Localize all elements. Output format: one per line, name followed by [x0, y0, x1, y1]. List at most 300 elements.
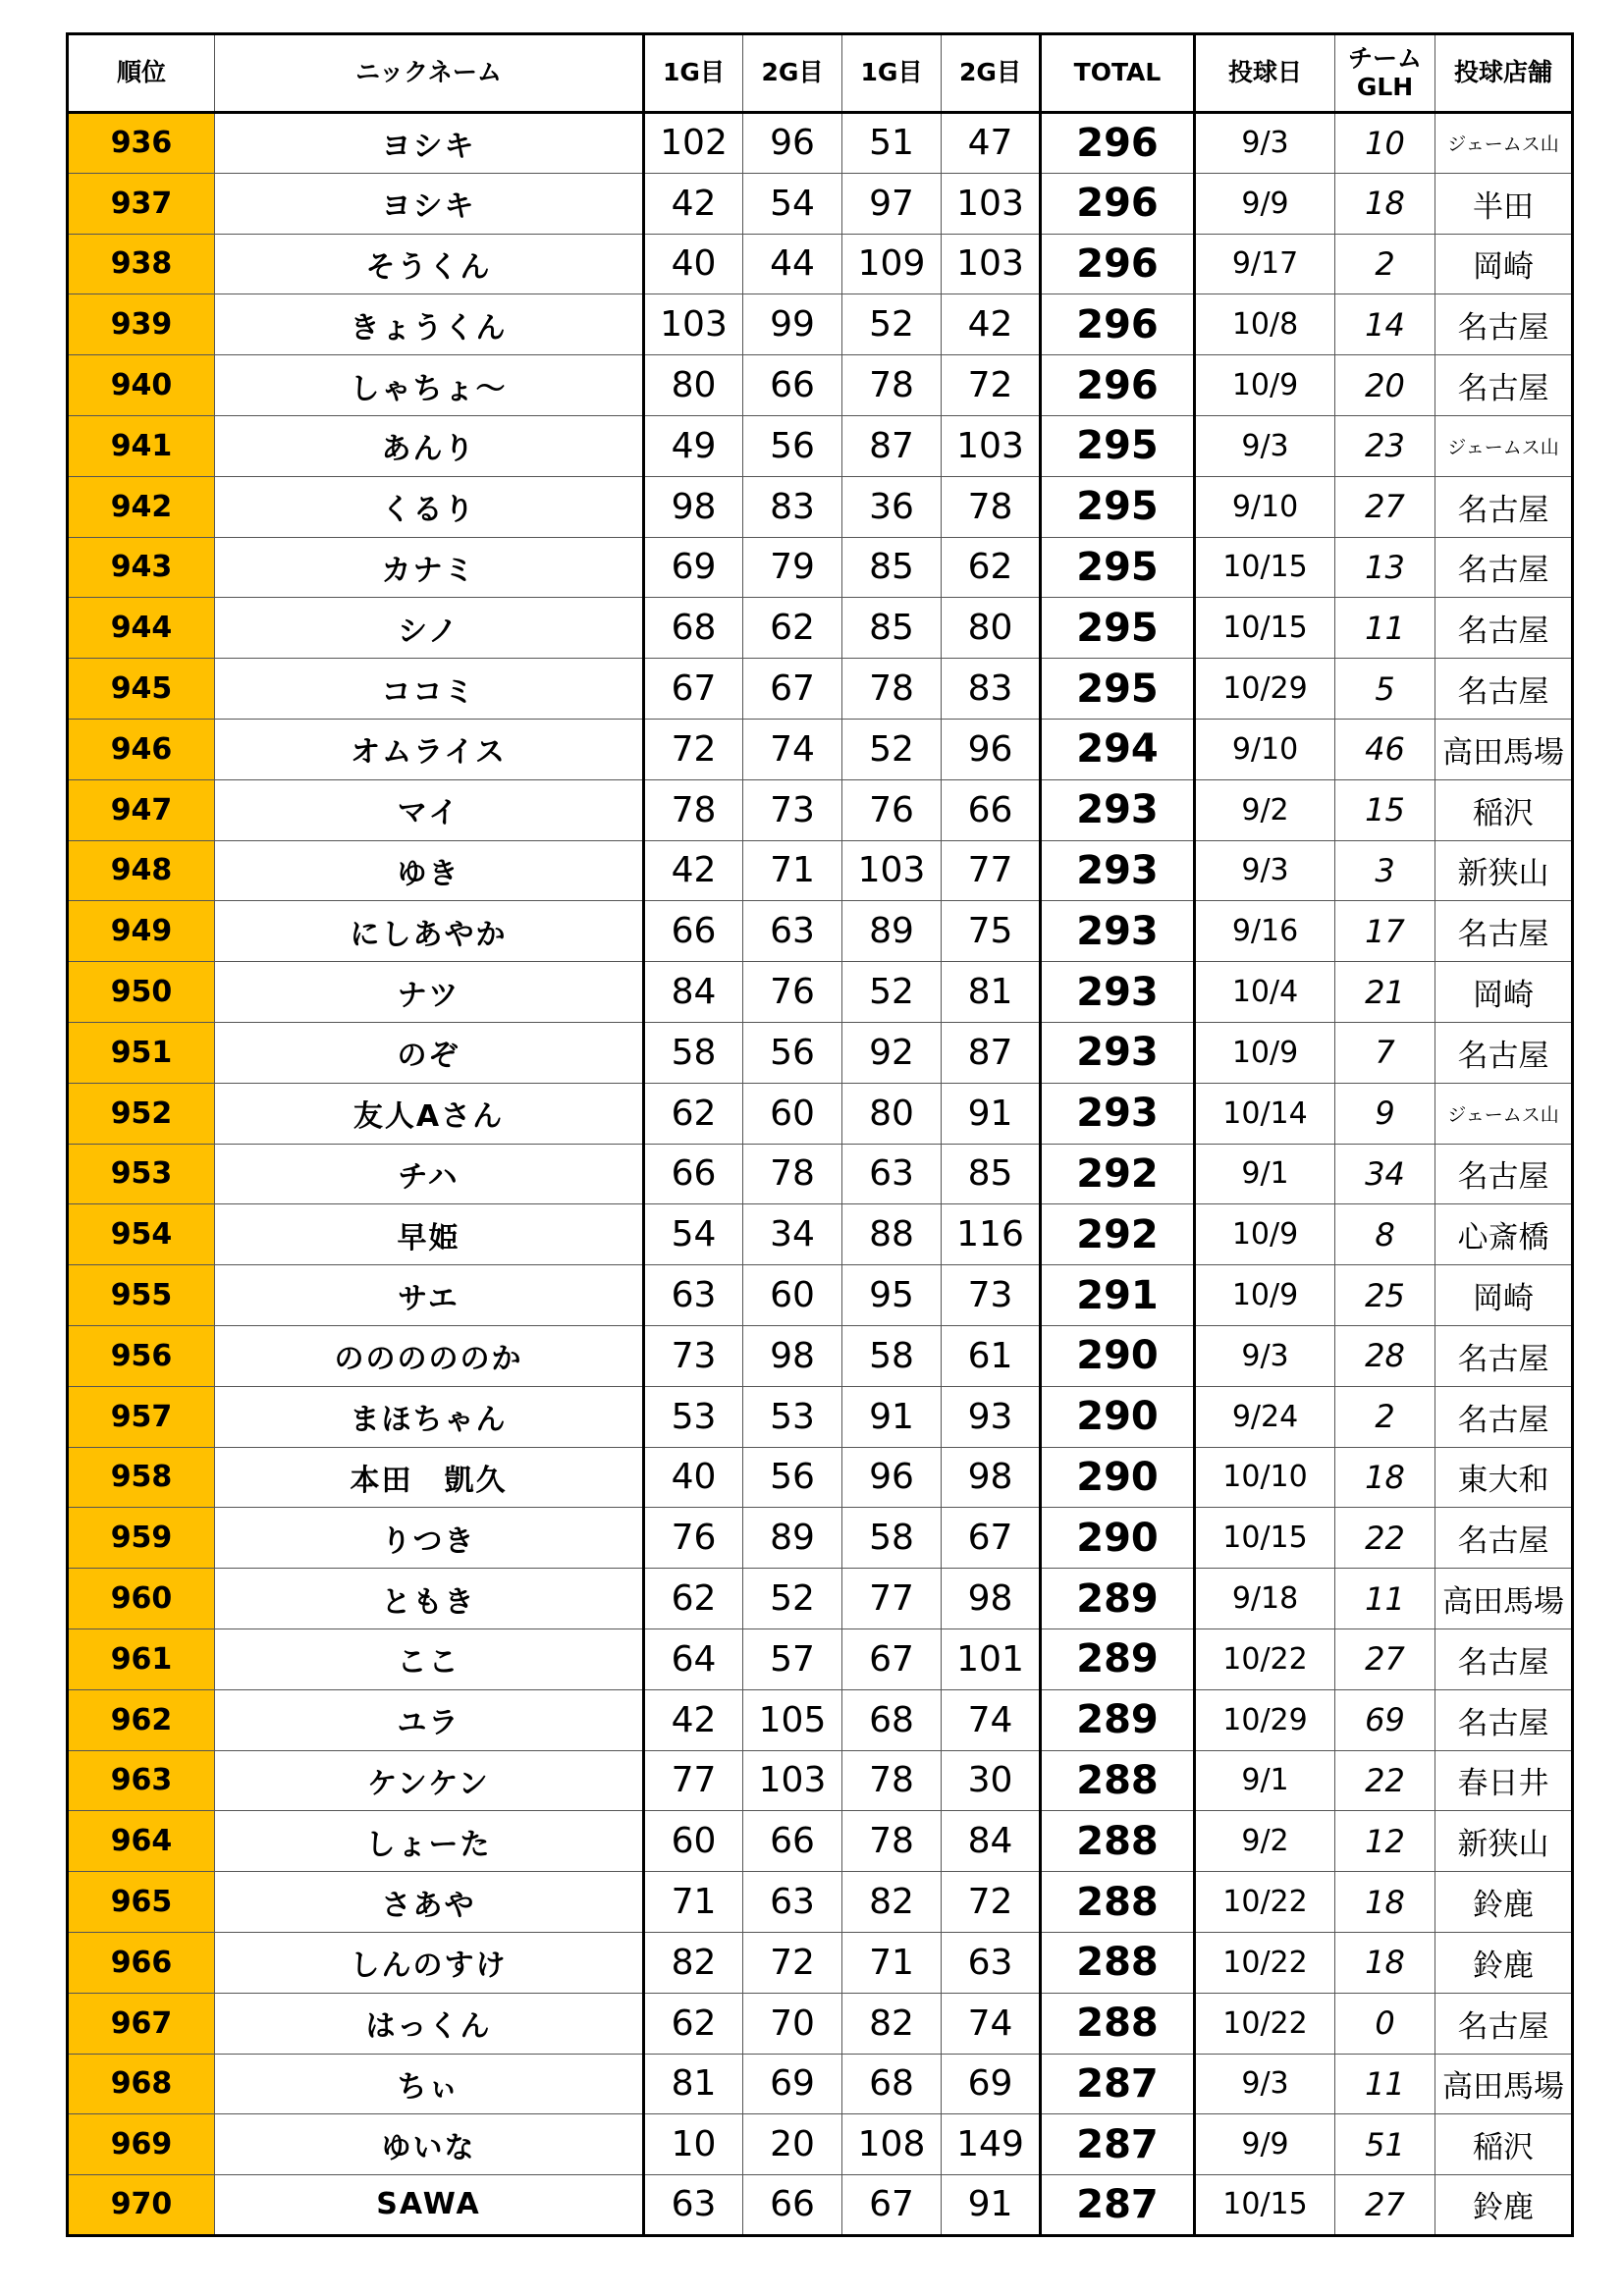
team-glh: 25	[1335, 1265, 1435, 1326]
game1-score-a: 102	[644, 113, 743, 174]
game2-score-b: 63	[942, 1932, 1041, 1993]
rank-cell: 944	[68, 598, 215, 659]
nickname-cell: マイ	[215, 779, 644, 840]
rank-cell: 942	[68, 476, 215, 537]
team-glh: 0	[1335, 1993, 1435, 2054]
store-name: ジェームス山	[1435, 1083, 1573, 1144]
play-date: 10/14	[1195, 1083, 1335, 1144]
game1-score-b: 88	[842, 1204, 942, 1265]
table-row	[68, 1022, 1573, 1083]
play-date: 9/3	[1195, 2054, 1335, 2114]
game2-score-b: 103	[942, 415, 1041, 476]
rank-cell: 939	[68, 294, 215, 355]
game2-score-a: 56	[743, 415, 842, 476]
store-name: 心斎橋	[1435, 1204, 1573, 1265]
total-score: 296	[1041, 355, 1195, 416]
table-row	[68, 1993, 1573, 2054]
game1-score-a: 42	[644, 840, 743, 901]
play-date: 10/4	[1195, 962, 1335, 1023]
table-row	[68, 901, 1573, 962]
table-row	[68, 962, 1573, 1023]
store-name: 名古屋	[1435, 1325, 1573, 1386]
game2-score-a: 103	[743, 1750, 842, 1811]
store-name: 名古屋	[1435, 476, 1573, 537]
table-row	[68, 598, 1573, 659]
play-date: 10/22	[1195, 1932, 1335, 1993]
rank-cell: 962	[68, 1689, 215, 1750]
store-name: 名古屋	[1435, 1993, 1573, 2054]
game2-score-b: 149	[942, 2114, 1041, 2175]
table-row	[68, 1144, 1573, 1204]
store-name: 半田	[1435, 173, 1573, 234]
play-date: 10/15	[1195, 537, 1335, 598]
game1-score-a: 40	[644, 234, 743, 294]
game2-score-b: 42	[942, 294, 1041, 355]
team-glh: 28	[1335, 1325, 1435, 1386]
store-name: 名古屋	[1435, 537, 1573, 598]
play-date: 10/22	[1195, 1993, 1335, 2054]
game2-score-b: 78	[942, 476, 1041, 537]
game2-score-b: 98	[942, 1447, 1041, 1508]
game1-score-a: 62	[644, 1993, 743, 2054]
team-glh: 69	[1335, 1689, 1435, 1750]
nickname-cell: そうくん	[215, 234, 644, 294]
play-date: 10/22	[1195, 1872, 1335, 1933]
game2-score-a: 71	[743, 840, 842, 901]
rank-cell: 961	[68, 1629, 215, 1689]
game2-score-b: 84	[942, 1811, 1041, 1872]
game2-score-a: 74	[743, 719, 842, 779]
team-glh: 2	[1335, 234, 1435, 294]
store-name: 鈴鹿	[1435, 1932, 1573, 1993]
rank-cell: 936	[68, 113, 215, 174]
game1-score-b: 89	[842, 901, 942, 962]
team-glh: 15	[1335, 779, 1435, 840]
game2-score-b: 103	[942, 173, 1041, 234]
play-date: 9/2	[1195, 1811, 1335, 1872]
game1-header-b: 1G目	[842, 34, 942, 113]
table-row	[68, 1932, 1573, 1993]
team-glh-header	[1335, 34, 1435, 113]
game1-score-b: 78	[842, 1811, 942, 1872]
play-date: 10/29	[1195, 659, 1335, 720]
play-date: 10/9	[1195, 1204, 1335, 1265]
team-glh: 5	[1335, 659, 1435, 720]
game2-score-a: 98	[743, 1325, 842, 1386]
store-name: 名古屋	[1435, 1689, 1573, 1750]
total-score: 292	[1041, 1144, 1195, 1204]
total-score: 295	[1041, 659, 1195, 720]
rank-cell: 940	[68, 355, 215, 416]
total-score: 288	[1041, 1993, 1195, 2054]
store-name: 名古屋	[1435, 294, 1573, 355]
play-date: 9/3	[1195, 113, 1335, 174]
table-row	[68, 1447, 1573, 1508]
total-score: 290	[1041, 1508, 1195, 1569]
rank-cell: 943	[68, 537, 215, 598]
game1-score-b: 97	[842, 173, 942, 234]
team-glh: 21	[1335, 962, 1435, 1023]
nickname-cell: くるり	[215, 476, 644, 537]
game2-score-a: 78	[743, 1144, 842, 1204]
store-name: 稲沢	[1435, 779, 1573, 840]
game2-score-b: 73	[942, 1265, 1041, 1326]
game1-score-a: 78	[644, 779, 743, 840]
rank-cell: 964	[68, 1811, 215, 1872]
rank-cell: 963	[68, 1750, 215, 1811]
table-row	[68, 537, 1573, 598]
game2-score-b: 66	[942, 779, 1041, 840]
nickname-cell: チハ	[215, 1144, 644, 1204]
game2-score-a: 57	[743, 1629, 842, 1689]
game2-score-b: 80	[942, 598, 1041, 659]
game1-score-a: 42	[644, 173, 743, 234]
game2-score-a: 44	[743, 234, 842, 294]
table-row	[68, 1750, 1573, 1811]
store-name: ジェームス山	[1435, 113, 1573, 174]
team-glh: 7	[1335, 1022, 1435, 1083]
game2-score-b: 30	[942, 1750, 1041, 1811]
team-glh: 20	[1335, 355, 1435, 416]
game1-score-b: 85	[842, 598, 942, 659]
table-row	[68, 1083, 1573, 1144]
store-name: 名古屋	[1435, 355, 1573, 416]
nickname-cell: きょうくん	[215, 294, 644, 355]
team-glh: 27	[1335, 2175, 1435, 2236]
play-date: 10/29	[1195, 1689, 1335, 1750]
game1-score-b: 58	[842, 1508, 942, 1569]
total-score: 287	[1041, 2114, 1195, 2175]
store-name: 新狭山	[1435, 1811, 1573, 1872]
game1-score-b: 80	[842, 1083, 942, 1144]
rank-cell: 951	[68, 1022, 215, 1083]
game1-score-b: 36	[842, 476, 942, 537]
game1-score-b: 58	[842, 1325, 942, 1386]
table-row	[68, 1386, 1573, 1447]
store-name: 新狭山	[1435, 840, 1573, 901]
nickname-cell: ヨシキ	[215, 173, 644, 234]
game1-score-a: 40	[644, 1447, 743, 1508]
table-row	[68, 415, 1573, 476]
store-name: 鈴鹿	[1435, 1872, 1573, 1933]
total-score: 295	[1041, 598, 1195, 659]
game2-score-b: 85	[942, 1144, 1041, 1204]
game1-score-a: 68	[644, 598, 743, 659]
game2-score-a: 66	[743, 355, 842, 416]
team-glh: 22	[1335, 1750, 1435, 1811]
play-date: 10/9	[1195, 1265, 1335, 1326]
game1-score-a: 58	[644, 1022, 743, 1083]
game1-score-a: 62	[644, 1569, 743, 1629]
play-date: 9/3	[1195, 840, 1335, 901]
store-name: 名古屋	[1435, 598, 1573, 659]
game2-score-a: 96	[743, 113, 842, 174]
game1-score-b: 63	[842, 1144, 942, 1204]
team-glh: 46	[1335, 719, 1435, 779]
team-glh-header-top: チーム	[1347, 43, 1422, 73]
game2-score-b: 72	[942, 1872, 1041, 1933]
game1-header-a: 1G目	[644, 34, 743, 113]
total-score: 288	[1041, 1872, 1195, 1933]
total-score: 293	[1041, 962, 1195, 1023]
game2-score-a: 20	[743, 2114, 842, 2175]
table-row	[68, 1872, 1573, 1933]
play-date: 9/10	[1195, 476, 1335, 537]
game2-score-b: 116	[942, 1204, 1041, 1265]
table-row	[68, 2054, 1573, 2114]
game2-score-b: 87	[942, 1022, 1041, 1083]
nickname-cell: しんのすけ	[215, 1932, 644, 1993]
team-glh: 3	[1335, 840, 1435, 901]
store-name: 高田馬場	[1435, 2054, 1573, 2114]
table-row	[68, 294, 1573, 355]
table-row	[68, 840, 1573, 901]
game2-score-a: 76	[743, 962, 842, 1023]
game2-score-b: 47	[942, 113, 1041, 174]
game1-score-a: 42	[644, 1689, 743, 1750]
nickname-cell: ここ	[215, 1629, 644, 1689]
game1-score-b: 68	[842, 1689, 942, 1750]
total-score: 290	[1041, 1325, 1195, 1386]
store-name: 春日井	[1435, 1750, 1573, 1811]
table-row	[68, 779, 1573, 840]
team-glh: 11	[1335, 1569, 1435, 1629]
game1-score-b: 78	[842, 355, 942, 416]
game1-score-a: 103	[644, 294, 743, 355]
game2-score-a: 63	[743, 1872, 842, 1933]
store-name: 名古屋	[1435, 1144, 1573, 1204]
game1-score-a: 64	[644, 1629, 743, 1689]
team-glh: 23	[1335, 415, 1435, 476]
store-name: 岡崎	[1435, 1265, 1573, 1326]
game1-score-a: 62	[644, 1083, 743, 1144]
total-score: 293	[1041, 1083, 1195, 1144]
team-glh: 22	[1335, 1508, 1435, 1569]
rank-cell: 966	[68, 1932, 215, 1993]
play-date: 9/1	[1195, 1750, 1335, 1811]
game2-score-b: 96	[942, 719, 1041, 779]
store-name: 稲沢	[1435, 2114, 1573, 2175]
table-row	[68, 2114, 1573, 2175]
nickname-cell: ヨシキ	[215, 113, 644, 174]
game2-score-a: 89	[743, 1508, 842, 1569]
game2-score-a: 79	[743, 537, 842, 598]
team-glh: 18	[1335, 173, 1435, 234]
rank-cell: 954	[68, 1204, 215, 1265]
game2-header-b: 2G目	[942, 34, 1041, 113]
nickname-cell: オムライス	[215, 719, 644, 779]
rank-cell: 948	[68, 840, 215, 901]
store-name: 名古屋	[1435, 1386, 1573, 1447]
game1-score-a: 80	[644, 355, 743, 416]
nickname-cell: はっくん	[215, 1993, 644, 2054]
table-row	[68, 173, 1573, 234]
nickname-cell: ゆいな	[215, 2114, 644, 2175]
nickname-cell: シノ	[215, 598, 644, 659]
rank-cell: 949	[68, 901, 215, 962]
table-row	[68, 1204, 1573, 1265]
team-glh: 14	[1335, 294, 1435, 355]
table-row	[68, 113, 1573, 174]
nickname-cell: ナツ	[215, 962, 644, 1023]
game1-score-b: 78	[842, 1750, 942, 1811]
store-name: 名古屋	[1435, 1022, 1573, 1083]
rank-cell: 967	[68, 1993, 215, 2054]
total-score: 288	[1041, 1811, 1195, 1872]
table-row	[68, 1265, 1573, 1326]
game1-score-b: 78	[842, 659, 942, 720]
nickname-cell: しょーた	[215, 1811, 644, 1872]
game2-score-a: 66	[743, 1811, 842, 1872]
team-glh: 13	[1335, 537, 1435, 598]
game2-score-a: 34	[743, 1204, 842, 1265]
team-glh: 2	[1335, 1386, 1435, 1447]
total-header: TOTAL	[1041, 34, 1195, 113]
game1-score-b: 85	[842, 537, 942, 598]
play-date: 9/3	[1195, 1325, 1335, 1386]
team-glh: 17	[1335, 901, 1435, 962]
rank-header: 順位	[68, 34, 215, 113]
store-name: ジェームス山	[1435, 415, 1573, 476]
play-date: 9/3	[1195, 415, 1335, 476]
game2-score-b: 72	[942, 355, 1041, 416]
play-date: 9/17	[1195, 234, 1335, 294]
table-row	[68, 719, 1573, 779]
rank-cell: 968	[68, 2054, 215, 2114]
total-score: 287	[1041, 2175, 1195, 2236]
game1-score-a: 66	[644, 1144, 743, 1204]
team-glh: 11	[1335, 2054, 1435, 2114]
game2-score-a: 56	[743, 1022, 842, 1083]
store-name: 高田馬場	[1435, 719, 1573, 779]
play-date: 9/2	[1195, 779, 1335, 840]
game2-score-b: 67	[942, 1508, 1041, 1569]
store-name: 岡崎	[1435, 234, 1573, 294]
play-date: 9/18	[1195, 1569, 1335, 1629]
play-date: 9/24	[1195, 1386, 1335, 1447]
game1-score-a: 73	[644, 1325, 743, 1386]
game2-score-b: 101	[942, 1629, 1041, 1689]
game1-score-a: 72	[644, 719, 743, 779]
play-date: 9/9	[1195, 173, 1335, 234]
nickname-cell: りつき	[215, 1508, 644, 1569]
store-name: 名古屋	[1435, 1508, 1573, 1569]
total-score: 296	[1041, 294, 1195, 355]
total-score: 293	[1041, 901, 1195, 962]
total-score: 288	[1041, 1750, 1195, 1811]
team-glh: 18	[1335, 1872, 1435, 1933]
total-score: 296	[1041, 113, 1195, 174]
game1-score-a: 66	[644, 901, 743, 962]
table-row	[68, 1629, 1573, 1689]
total-score: 291	[1041, 1265, 1195, 1326]
game1-score-b: 68	[842, 2054, 942, 2114]
team-glh: 9	[1335, 1083, 1435, 1144]
total-score: 294	[1041, 719, 1195, 779]
play-date: 9/1	[1195, 1144, 1335, 1204]
store-name: 高田馬場	[1435, 1569, 1573, 1629]
nickname-cell: さあや	[215, 1872, 644, 1933]
date-header: 投球日	[1195, 34, 1335, 113]
rank-cell: 959	[68, 1508, 215, 1569]
game1-score-b: 108	[842, 2114, 942, 2175]
total-score: 292	[1041, 1204, 1195, 1265]
team-glh: 18	[1335, 1447, 1435, 1508]
game2-score-b: 77	[942, 840, 1041, 901]
rank-cell: 946	[68, 719, 215, 779]
game1-score-a: 84	[644, 962, 743, 1023]
game2-score-b: 61	[942, 1325, 1041, 1386]
nickname-cell: SAWA	[215, 2175, 644, 2236]
total-score: 288	[1041, 1932, 1195, 1993]
team-glh: 18	[1335, 1932, 1435, 1993]
game1-score-b: 96	[842, 1447, 942, 1508]
rank-cell: 952	[68, 1083, 215, 1144]
play-date: 10/8	[1195, 294, 1335, 355]
game1-score-a: 71	[644, 1872, 743, 1933]
store-header: 投球店舗	[1435, 34, 1573, 113]
game1-score-b: 91	[842, 1386, 942, 1447]
game1-score-b: 77	[842, 1569, 942, 1629]
table-row	[68, 355, 1573, 416]
game1-score-b: 82	[842, 1993, 942, 2054]
game2-score-a: 60	[743, 1083, 842, 1144]
game2-score-b: 74	[942, 1689, 1041, 1750]
game2-score-a: 52	[743, 1569, 842, 1629]
nickname-cell: まほちゃん	[215, 1386, 644, 1447]
rank-cell: 960	[68, 1569, 215, 1629]
game2-score-a: 54	[743, 173, 842, 234]
store-name: 岡崎	[1435, 962, 1573, 1023]
rank-cell: 950	[68, 962, 215, 1023]
nickname-cell: ユラ	[215, 1689, 644, 1750]
game2-score-a: 60	[743, 1265, 842, 1326]
game1-score-b: 92	[842, 1022, 942, 1083]
team-glh-header-bottom: GLH	[1356, 72, 1414, 101]
game2-score-a: 73	[743, 779, 842, 840]
play-date: 9/16	[1195, 901, 1335, 962]
rank-cell: 955	[68, 1265, 215, 1326]
team-glh: 51	[1335, 2114, 1435, 2175]
total-score: 290	[1041, 1447, 1195, 1508]
nickname-cell: 本田 凱久	[215, 1447, 644, 1508]
team-glh: 34	[1335, 1144, 1435, 1204]
nickname-cell: のののののか	[215, 1325, 644, 1386]
store-name: 名古屋	[1435, 659, 1573, 720]
game2-score-a: 99	[743, 294, 842, 355]
game2-score-a: 66	[743, 2175, 842, 2236]
total-score: 295	[1041, 476, 1195, 537]
total-score: 289	[1041, 1629, 1195, 1689]
header-row	[68, 34, 1573, 113]
nickname-cell: サエ	[215, 1265, 644, 1326]
game2-score-b: 74	[942, 1993, 1041, 2054]
game1-score-b: 52	[842, 294, 942, 355]
table-row	[68, 1508, 1573, 1569]
rank-cell: 970	[68, 2175, 215, 2236]
table-row	[68, 1569, 1573, 1629]
team-glh: 12	[1335, 1811, 1435, 1872]
game2-score-a: 56	[743, 1447, 842, 1508]
game1-score-b: 103	[842, 840, 942, 901]
team-glh: 10	[1335, 113, 1435, 174]
game2-score-b: 93	[942, 1386, 1041, 1447]
store-name: 鈴鹿	[1435, 2175, 1573, 2236]
nickname-cell: ともき	[215, 1569, 644, 1629]
game1-score-b: 52	[842, 962, 942, 1023]
total-score: 296	[1041, 234, 1195, 294]
rank-cell: 937	[68, 173, 215, 234]
